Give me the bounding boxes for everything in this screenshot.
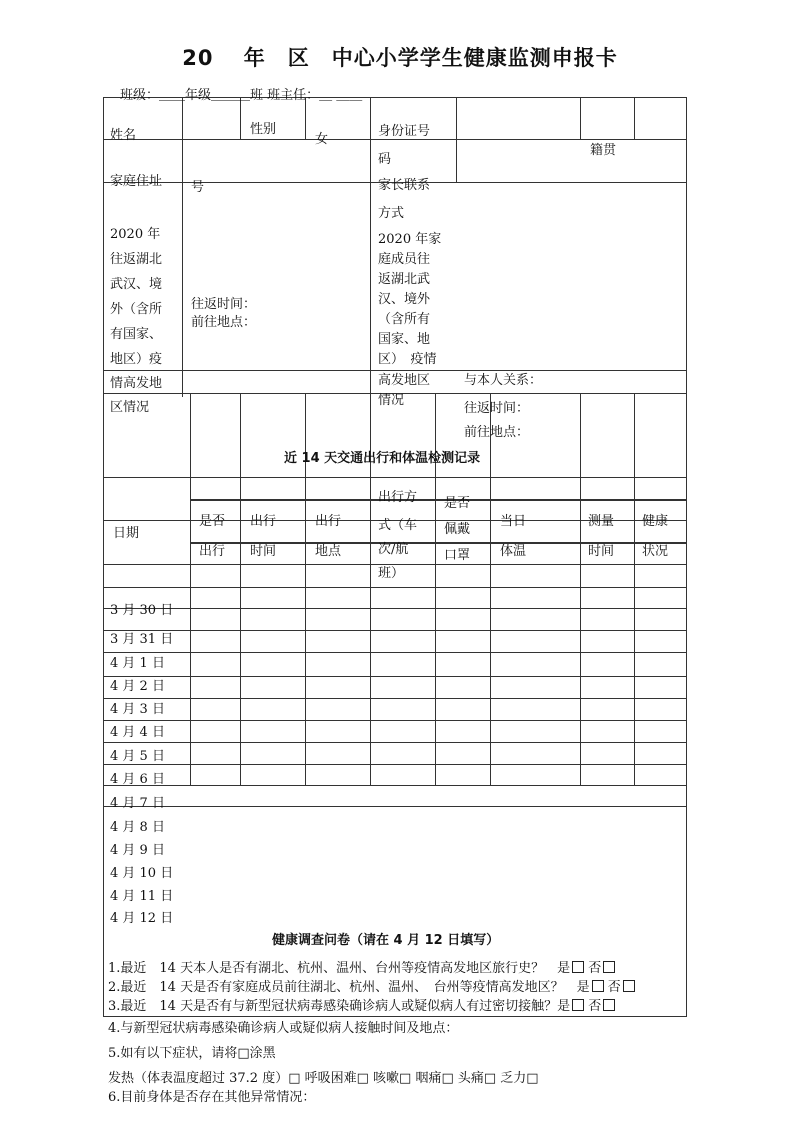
address-hint: 号 bbox=[191, 180, 205, 195]
date-cell: 4 月 8 日 bbox=[110, 820, 165, 835]
col-health-2: 状况 bbox=[642, 544, 669, 559]
checkbox-yes[interactable] bbox=[592, 980, 604, 992]
id-card-label-2: 码 bbox=[378, 152, 392, 167]
page-title: 20 年 区 中心小学学生健康监测申报卡 bbox=[182, 46, 618, 70]
date-cell: 4 月 10 日 bbox=[110, 866, 174, 881]
question-4: 4.与新型冠状病毒感染确诊病人或疑似病人接触时间及地点： bbox=[108, 1021, 459, 1036]
date-cell: 4 月 7 日 bbox=[110, 796, 165, 811]
date-cell: 4 月 4 日 bbox=[110, 725, 165, 740]
id-card-label: 身份证号 bbox=[378, 124, 431, 139]
checkbox-no[interactable] bbox=[603, 961, 615, 973]
col-date: 日期 bbox=[113, 526, 140, 541]
checkbox-yes[interactable] bbox=[572, 961, 584, 973]
question-5: 5.如有以下症状，请将□涂黑 bbox=[108, 1046, 276, 1061]
family-travel-place-label: 前往地点： bbox=[464, 425, 530, 440]
question-6: 6.目前身体是否存在其他异常情况： bbox=[108, 1090, 316, 1105]
parent-contact-label: 家长联系 bbox=[378, 178, 431, 193]
date-cell: 4 月 1 日 bbox=[110, 656, 165, 671]
col-measure-time: 测量 bbox=[588, 514, 615, 529]
checkbox-no[interactable] bbox=[603, 999, 615, 1011]
col-temp-2: 体温 bbox=[500, 544, 527, 559]
date-cell: 4 月 3 日 bbox=[110, 702, 165, 717]
parent-contact-label-2: 方式 bbox=[378, 206, 405, 221]
gender-hint: 女 bbox=[315, 132, 329, 147]
checkbox-yes[interactable] bbox=[572, 999, 584, 1011]
question-1: 1.最近 14 天本人是否有湖北、杭州、温州、台州等疫情高发地区旅行史？ 是 否 bbox=[108, 961, 615, 977]
records-section-title: 近 14 天交通出行和体温检测记录 bbox=[284, 451, 481, 466]
symptoms-line: 发热（体表温度超过 37.2 度）□ 呼吸困难□ 咳嗽□ 咽痛□ 头痛□ 乏力□ bbox=[108, 1071, 539, 1086]
address-label: 家庭住址 bbox=[110, 174, 163, 189]
gender-label: 性别 bbox=[250, 122, 277, 137]
col-health: 健康 bbox=[642, 514, 669, 529]
travel-time-label: 往返时间： bbox=[191, 297, 257, 312]
date-cell: 3 月 31 日 bbox=[110, 632, 174, 647]
col-temp: 当日 bbox=[500, 514, 527, 529]
native-place-label: 籍贯 bbox=[590, 143, 617, 158]
col-place: 出行 bbox=[315, 514, 342, 529]
col-out: 是否 bbox=[199, 514, 226, 529]
travel-place-label: 前往地点： bbox=[191, 315, 257, 330]
col-place-2: 地点 bbox=[315, 544, 342, 559]
col-time: 出行 bbox=[250, 514, 277, 529]
date-cell: 4 月 5 日 bbox=[110, 749, 165, 764]
date-cell: 4 月 12 日 bbox=[110, 911, 174, 926]
question-3: 3.最近 14 天是否有与新型冠状病毒感染确诊病人或疑似病人有过密切接触？是 否 bbox=[108, 999, 615, 1015]
col-out-2: 出行 bbox=[199, 544, 226, 559]
checkbox-no[interactable] bbox=[623, 980, 635, 992]
relation-label: 与本人关系： bbox=[464, 373, 543, 388]
date-cell: 3 月 30 日 bbox=[110, 603, 174, 618]
date-cell: 4 月 11 日 bbox=[110, 889, 174, 904]
date-cell: 4 月 9 日 bbox=[110, 843, 165, 858]
col-measure-time-2: 时间 bbox=[588, 544, 615, 559]
family-travel-time-label: 往返时间： bbox=[464, 401, 530, 416]
name-label: 姓名 bbox=[110, 128, 137, 143]
class-teacher-line: 班级：＿＿年级＿＿＿班 班主任：＿ ＿＿ bbox=[120, 88, 363, 103]
date-cell: 4 月 6 日 bbox=[110, 772, 165, 787]
survey-title: 健康调查问卷（请在 4 月 12 日填写） bbox=[272, 933, 500, 948]
question-2: 2.最近 14 天是否有家庭成员前往湖北、杭州、温州、 台州等疫情高发地区？ 是 否 bbox=[108, 980, 635, 996]
col-time-2: 时间 bbox=[250, 544, 277, 559]
date-cell: 4 月 2 日 bbox=[110, 679, 165, 694]
